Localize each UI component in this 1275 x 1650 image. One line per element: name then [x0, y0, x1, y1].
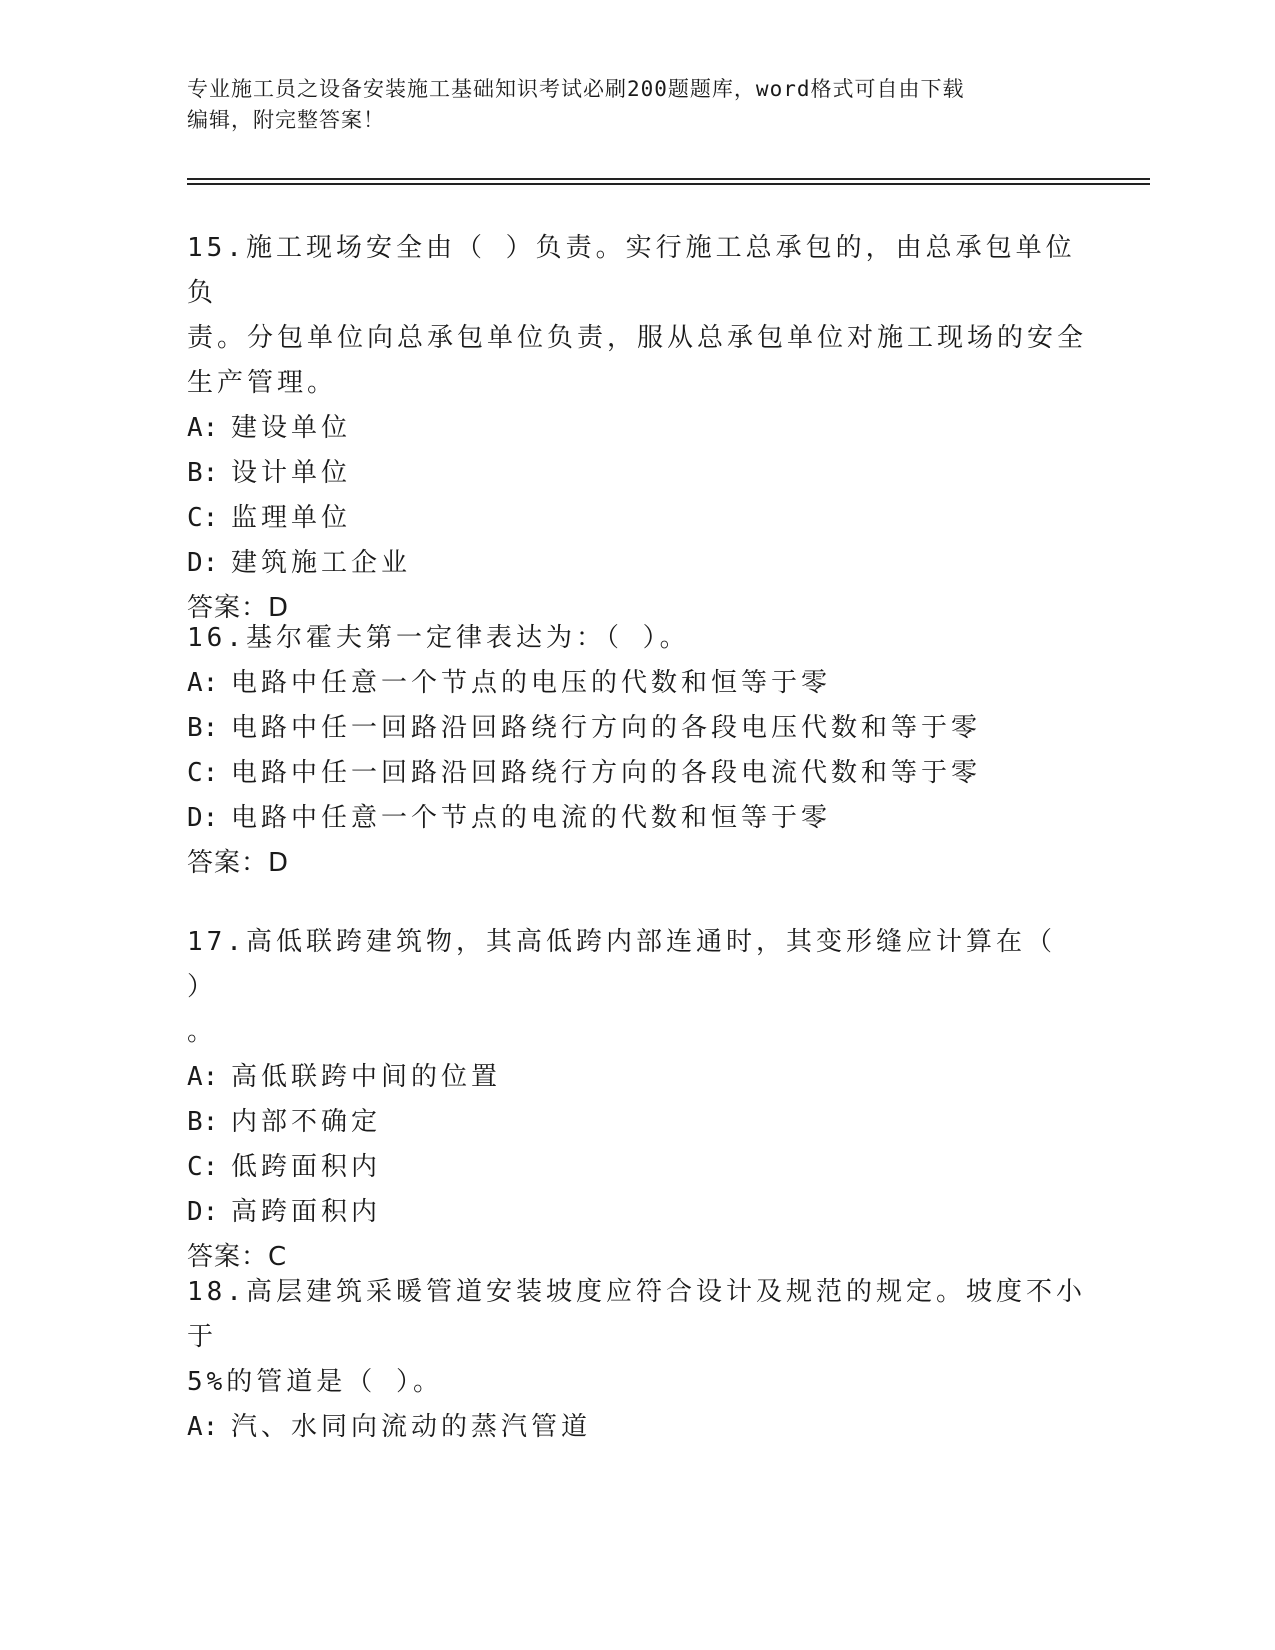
- option-text: 设计单位: [231, 458, 352, 488]
- answer-line: 答案：D: [187, 848, 290, 878]
- option-text: 高低联跨中间的位置: [231, 1062, 502, 1092]
- option-label: B:: [187, 458, 219, 488]
- option-a: [187, 1405, 1087, 1450]
- option-label: A:: [187, 668, 219, 698]
- option-b: [187, 451, 1087, 496]
- option-text: 内部不确定: [231, 1107, 382, 1137]
- answer-line: 答案：C: [187, 1242, 288, 1272]
- option-label: D:: [187, 1197, 219, 1227]
- option-label: B:: [187, 1107, 219, 1137]
- option-text: 电路中任意一个节点的电压的代数和恒等于零: [231, 668, 832, 698]
- option-d: [187, 1190, 1087, 1235]
- header-divider-top: [187, 178, 1150, 180]
- option-label: A:: [187, 1412, 219, 1442]
- option-label: A:: [187, 413, 219, 443]
- option-text: 电路中任意一个节点的电流的代数和恒等于零: [231, 803, 832, 833]
- option-text: 低跨面积内: [231, 1152, 382, 1182]
- option-text: 汽、水同向流动的蒸汽管道: [231, 1412, 592, 1442]
- option-a: [187, 661, 1087, 706]
- header-divider-bottom: [187, 183, 1150, 185]
- option-label: B:: [187, 713, 219, 743]
- question-16: [187, 616, 1087, 886]
- option-text: 电路中任一回路沿回路绕行方向的各段电流代数和等于零: [231, 758, 982, 788]
- option-c: [187, 751, 1087, 796]
- option-d: [187, 796, 1087, 841]
- option-c: [187, 1145, 1087, 1190]
- option-d: [187, 541, 1087, 586]
- option-label: C:: [187, 758, 219, 788]
- option-b: [187, 1100, 1087, 1145]
- option-c: [187, 496, 1087, 541]
- option-label: A:: [187, 1062, 219, 1092]
- option-label: D:: [187, 548, 219, 578]
- question-17: [187, 920, 1087, 1280]
- option-label: C:: [187, 503, 219, 533]
- option-text: 建设单位: [231, 413, 352, 443]
- option-a: [187, 1055, 1087, 1100]
- option-text: 建筑施工企业: [231, 548, 412, 578]
- option-label: D:: [187, 803, 219, 833]
- option-label: C:: [187, 1152, 219, 1182]
- document-header: 专业施工员之设备安装施工基础知识考试必刷200题题库，word格式可自由下载 编辑，附完整答案！: [187, 77, 965, 132]
- option-text: 高跨面积内: [231, 1197, 382, 1227]
- question-15: [187, 226, 1087, 631]
- question-text: 15.施工现场安全由（ ）负责。实行施工总承包的，由总承包单位负 责。分包单位向总承包单位负责，服从总承包单位对施工现场的安全 生产管理。: [187, 233, 1088, 398]
- option-text: 监理单位: [231, 503, 352, 533]
- question-text: 17.高低联跨建筑物，其高低跨内部连通时，其变形缝应计算在（ ） 。: [187, 927, 1056, 1047]
- option-b: [187, 706, 1087, 751]
- question-text: 18.高层建筑采暖管道安装坡度应符合设计及规范的规定。坡度不小于 5%的管道是（ ）。: [187, 1277, 1086, 1397]
- question-text: 16.基尔霍夫第一定律表达为：（ ）。: [187, 623, 690, 653]
- question-18: [187, 1270, 1087, 1450]
- option-a: [187, 406, 1087, 451]
- answer-line: 答案：D: [187, 593, 290, 623]
- option-text: 电路中任一回路沿回路绕行方向的各段电压代数和等于零: [231, 713, 982, 743]
